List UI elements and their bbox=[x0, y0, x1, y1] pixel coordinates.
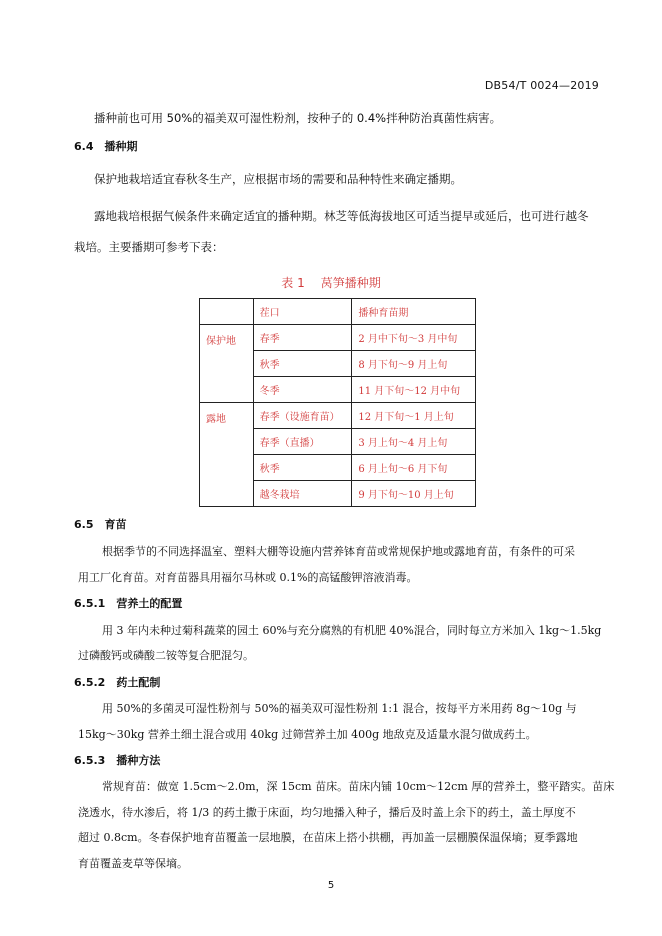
heading-6-5-2: 6.5.2 药土配制 bbox=[74, 676, 161, 689]
period-cell: 2 月中下旬～3 月中旬 bbox=[352, 325, 476, 351]
season-cell: 春季（直播） bbox=[253, 429, 352, 455]
page-number: 5 bbox=[327, 880, 335, 891]
paragraph-6-5-2-line1: 用 50%的多菌灵可湿性粉剂与 50%的福美双可湿性粉剂 1:1 混合，按每平方米用药 8g～10g 与 bbox=[102, 702, 577, 715]
paragraph-6-4-2-line2: 栽培。主要播期可参考下表： bbox=[74, 240, 224, 254]
paragraph-6-5-line1: 根据季节的不同选择温室、塑料大棚等设施内营养钵育苗或常规保护地或露地育苗，有条件的可采 bbox=[102, 545, 575, 558]
paragraph-6-5-3-line3: 超过 0.8cm。冬春保护地育苗覆盖一层地膜，在苗床上搭小拱棚，再加盖一层棚膜保温保墒；夏季露地 bbox=[78, 831, 578, 844]
period-cell: 6 月上旬～6 月下旬 bbox=[352, 455, 476, 481]
paragraph-6-5-3-line1: 常规育苗：做宽 1.5cm～2.0m，深 15cm 苗床。苗床内铺 10cm～12cm 厚的营养土，整平踏实。苗床 bbox=[102, 780, 615, 793]
group-cell-protected: 保护地 bbox=[200, 325, 254, 403]
header-cell-sowing-period: 播种育苗期 bbox=[352, 299, 476, 325]
season-cell: 秋季 bbox=[253, 455, 352, 481]
paragraph-6-5-1-line1: 用 3 年内未种过菊科蔬菜的园土 60%与充分腐熟的有机肥 40%混合，同时每立方米加入 1kg～1.5kg bbox=[102, 624, 602, 637]
group-cell-open-field: 露地 bbox=[200, 403, 254, 507]
heading-6-5: 6.5 育苗 bbox=[74, 518, 127, 531]
period-cell: 9 月下旬～10 月上旬 bbox=[352, 481, 476, 507]
season-cell: 冬季 bbox=[253, 377, 352, 403]
doc-number: DB54/T 0024—2019 bbox=[484, 79, 599, 92]
heading-6-4: 6.4 播种期 bbox=[74, 140, 138, 153]
season-cell: 秋季 bbox=[253, 351, 352, 377]
period-cell: 12 月下旬～1 月上旬 bbox=[352, 403, 476, 429]
table-row bbox=[200, 403, 476, 429]
table-title bbox=[0, 274, 662, 291]
paragraph-6-4-2-line1: 露地栽培根据气候条件来确定适宜的播种期。林芝等低海拔地区可适当提早或延后，也可进行越冬 bbox=[94, 209, 589, 223]
paragraph-6-5-2-line2: 15kg～30kg 营养土细土混合或用 40kg 过筛营养土加 400g 地敌克及适量水混匀做成药土。 bbox=[78, 728, 537, 741]
table-header-row bbox=[200, 299, 476, 325]
paragraph-6-5-3-line2: 浇透水，待水渗后，将 1/3 的药土撒于床面，均匀地播入种子，播后及时盖上余下的药土，盖土厚度不 bbox=[78, 806, 576, 819]
table-caption: 莴笋播种期 bbox=[320, 276, 381, 290]
table-row bbox=[200, 325, 476, 351]
paragraph-6-5-3-line4: 育苗覆盖麦草等保墒。 bbox=[78, 857, 188, 870]
period-cell: 11 月下旬～12 月中旬 bbox=[352, 377, 476, 403]
period-cell: 8 月下旬～9 月上旬 bbox=[352, 351, 476, 377]
sowing-table bbox=[199, 298, 476, 507]
heading-6-5-1: 6.5.1 营养土的配置 bbox=[74, 597, 183, 610]
season-cell: 春季 bbox=[253, 325, 352, 351]
header-cell-crop-slot: 茬口 bbox=[253, 299, 352, 325]
period-cell: 3 月上旬～4 月上旬 bbox=[352, 429, 476, 455]
season-cell: 春季（设施育苗） bbox=[253, 403, 352, 429]
paragraph-6-5-line2: 用工厂化育苗。对育苗器具用福尔马林或 0.1%的高锰酸钾溶液消毒。 bbox=[78, 571, 418, 584]
paragraph-top: 播种前也可用 50%的福美双可湿性粉剂，按种子的 0.4%拌种防治真菌性病害。 bbox=[94, 111, 502, 125]
season-cell: 越冬栽培 bbox=[253, 481, 352, 507]
header-cell-empty bbox=[200, 299, 254, 325]
table-number: 表 1 bbox=[281, 276, 305, 290]
paragraph-6-5-1-line2: 过磷酸钙或磷酸二铵等复合肥混匀。 bbox=[78, 649, 254, 662]
heading-6-5-3: 6.5.3 播种方法 bbox=[74, 754, 161, 767]
paragraph-6-4-1: 保护地栽培适宜春秋冬生产，应根据市场的需要和品种特性来确定播期。 bbox=[94, 172, 462, 186]
